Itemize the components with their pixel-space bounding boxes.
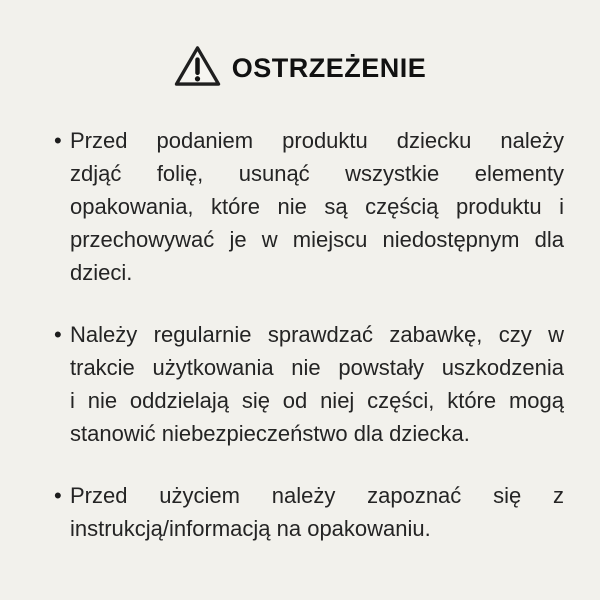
bullet-line: opakowania, które nie są częścią produktu i	[70, 194, 564, 219]
warning-triangle-icon	[174, 44, 221, 88]
warning-bullet-item	[50, 479, 564, 545]
warning-title: OSTRZEŻENIE	[231, 52, 427, 83]
bullet-marker: •	[54, 128, 62, 153]
bullet-text	[70, 479, 564, 545]
bullet-text	[70, 124, 564, 289]
bullet-line: trakcie użytkowania nie powstały uszkodzenia	[70, 355, 564, 380]
warning-header	[0, 0, 600, 88]
bullet-marker: •	[54, 322, 62, 347]
bullet-line: zdjąć folię, usunąć wszystkie elementy	[70, 161, 564, 186]
bullet-line: dzieci.	[70, 260, 133, 285]
warning-list	[50, 124, 564, 545]
bullet-line: i nie oddzielają się od niej części, które mogą	[70, 388, 564, 413]
bullet-line: stanowić niebezpieczeństwo dla dziecka.	[70, 421, 470, 446]
bullet-line: Przed podaniem produktu dziecku należy	[70, 128, 564, 153]
bullet-text	[70, 318, 564, 450]
warning-bullet-item	[50, 318, 564, 450]
bullet-line: Przed użyciem należy zapoznać się z	[70, 483, 564, 508]
bullet-line: przechowywać je w miejscu niedostępnym dla	[70, 227, 564, 252]
warning-bullet-item	[50, 124, 564, 289]
bullet-line: instrukcją/informacją na opakowaniu.	[70, 516, 431, 541]
bullet-marker: •	[54, 483, 62, 508]
bullet-line: Należy regularnie sprawdzać zabawkę, czy w	[70, 322, 564, 347]
